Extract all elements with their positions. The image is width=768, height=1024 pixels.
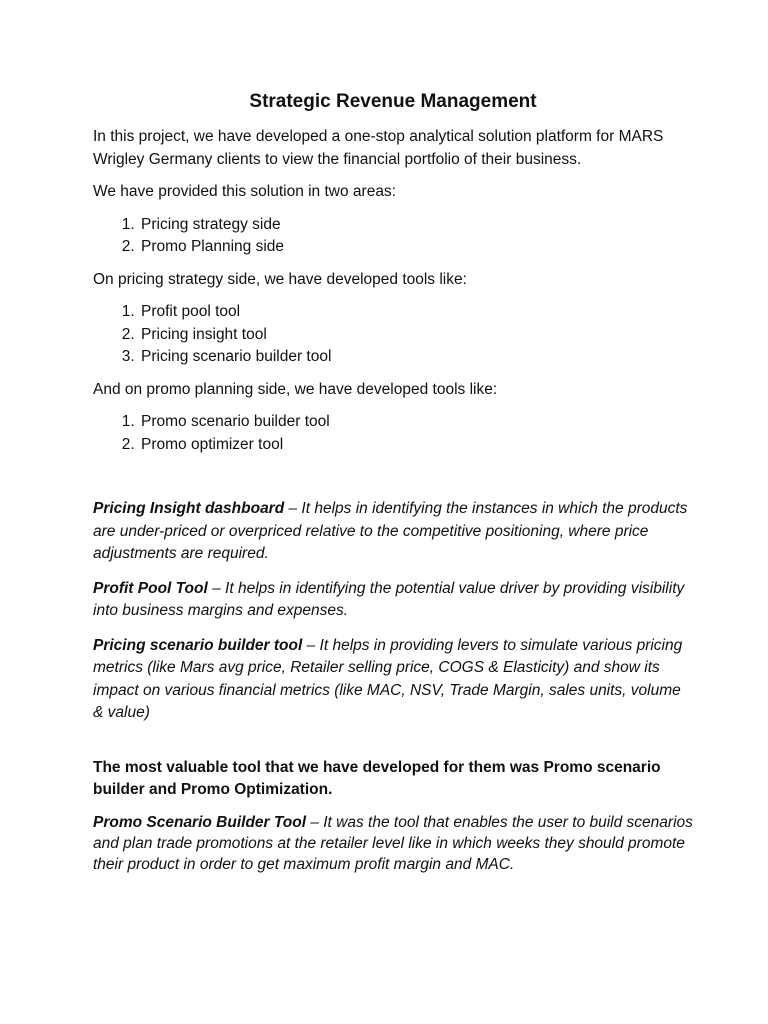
list-item: 2. Pricing insight tool bbox=[139, 324, 693, 347]
areas-list bbox=[93, 214, 693, 259]
spacer bbox=[93, 466, 693, 498]
pricing-insight-term: Pricing Insight dashboard bbox=[93, 500, 285, 517]
pricing-scenario-text: – It helps in providing levers to simulate various pricing metrics (like Mars avg price, Retailer selling price, COGS & Elasticity) and show its impact on various financial metrics (like MAC, NSV, Trade Margin, sales units, volume & value) bbox=[93, 636, 683, 721]
list-item: 2. Promo optimizer tool bbox=[139, 434, 693, 457]
profit-pool-term: Profit Pool Tool bbox=[93, 579, 208, 597]
intro-paragraph: In this project, we have developed a one-stop analytical solution platform for MARS Wrigley Germany clients to view the financial portfolio of their business. bbox=[93, 128, 664, 168]
list-item: 1. Pricing strategy side bbox=[139, 214, 693, 237]
spacer bbox=[93, 737, 693, 757]
promo-intro: And on promo planning side, we have developed tools like: bbox=[93, 380, 498, 398]
pricing-insight-text: – It helps in identifying the instances in which the products are under-priced or overpriced relative to the competitive positioning, where price adjustments are required. bbox=[93, 500, 688, 562]
pricing-scenario-term: Pricing scenario builder tool bbox=[93, 636, 303, 654]
promo-scenario-description bbox=[93, 812, 693, 875]
promo-scenario-term: Promo Scenario Builder Tool bbox=[93, 813, 307, 831]
valuable-tool-statement: The most valuable tool that we have developed for them was Promo scenario builder and Promo Optimization. bbox=[93, 758, 661, 798]
pricing-intro: On pricing strategy side, we have developed tools like: bbox=[93, 270, 467, 288]
list-item: 1. Profit pool tool bbox=[139, 301, 693, 324]
promo-scenario-text: – It was the tool that enables the user to build scenarios and plan trade promotions at the retailer level like in which weeks they should promote their product in order to get maximum profit margin and MAC. bbox=[93, 813, 693, 873]
list-item: 2. Promo Planning side bbox=[139, 236, 693, 259]
pricing-scenario-description bbox=[93, 635, 693, 725]
document-title: Strategic Revenue Management bbox=[249, 91, 537, 112]
promo-tools-list bbox=[93, 411, 693, 456]
profit-pool-description bbox=[93, 578, 693, 623]
list-item: 1. Promo scenario builder tool bbox=[139, 411, 693, 434]
profit-pool-text: – It helps in identifying the potential value driver by providing visibility into business margins and expenses. bbox=[93, 579, 685, 619]
pricing-tools-list bbox=[93, 301, 693, 369]
document-page bbox=[93, 90, 693, 887]
pricing-insight-description bbox=[93, 498, 693, 566]
areas-intro: We have provided this solution in two areas: bbox=[93, 183, 396, 200]
list-item: 3. Pricing scenario builder tool bbox=[139, 346, 693, 369]
